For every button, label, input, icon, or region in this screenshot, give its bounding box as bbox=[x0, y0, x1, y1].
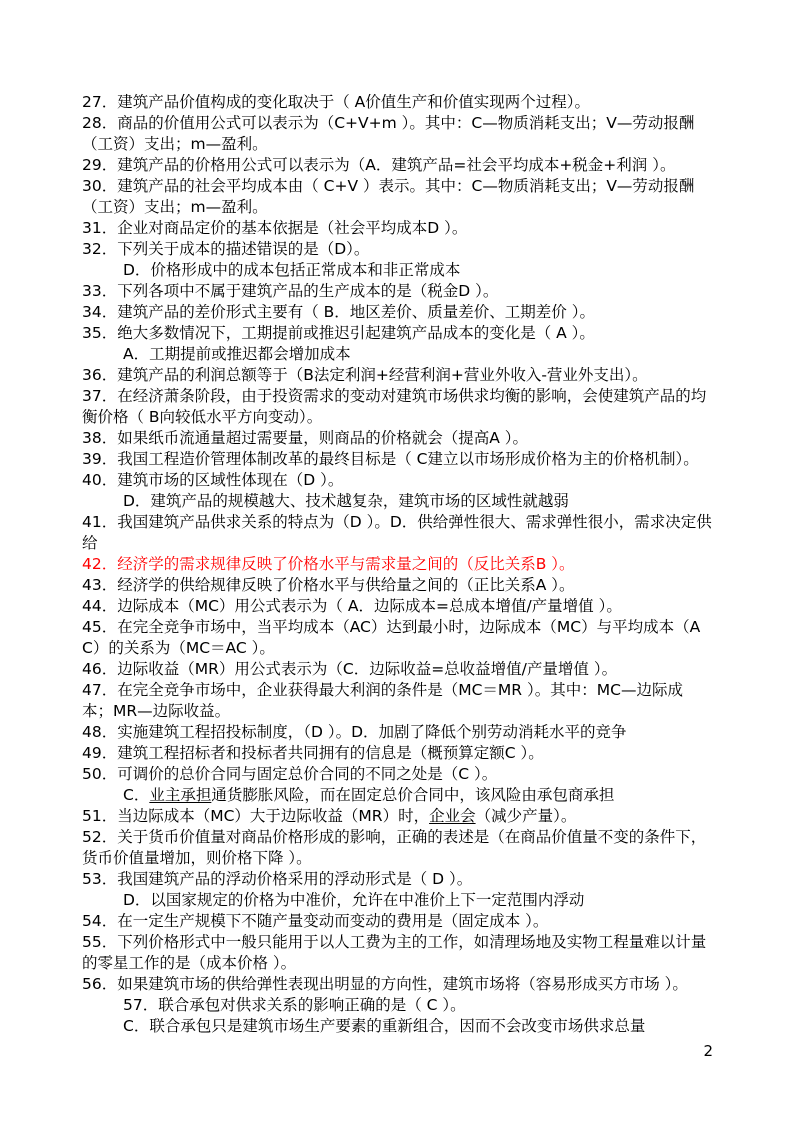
paragraph bbox=[82, 239, 713, 260]
paragraph bbox=[82, 512, 713, 554]
text-run: 27．建筑产品价值构成的变化取决于（ A价值生产和价值实现两个过程）。 bbox=[82, 93, 591, 111]
text-run: 53．我国建筑产品的浮动价格采用的浮动形式是（ D ）。 bbox=[82, 870, 473, 888]
paragraph bbox=[82, 1016, 713, 1037]
text-run: 46．边际收益（MR）用公式表示为（C．边际收益=总收益增值/产量增值 ）。 bbox=[82, 660, 618, 678]
text-run: 39．我国工程造价管理体制改革的最终目标是（ C建立以市场形成价格为主的价格机制）。 bbox=[82, 450, 699, 468]
paragraph bbox=[82, 869, 713, 890]
text-run: D．以国家规定的价格为中准价，允许在中准价上下一定范围内浮动 bbox=[123, 891, 585, 909]
paragraph bbox=[82, 554, 713, 575]
paragraph bbox=[82, 722, 713, 743]
paragraph bbox=[82, 680, 713, 722]
text-run: 55．下列价格形式中一般只能用于以人工费为主的工作，如清理场地及实物工程量难以计量的零星工作的是（成本价格 ）。 bbox=[82, 933, 707, 972]
text-run: 42．经济学的需求规律反映了价格水平与需求量之间的（反比关系B ）。 bbox=[82, 555, 575, 573]
paragraph bbox=[82, 785, 713, 806]
paragraph bbox=[82, 974, 713, 995]
text-run: 通货膨胀风险，而在固定总价合同中，该风险由承包商承担 bbox=[211, 786, 615, 804]
text-run: A．工期提前或推迟都会增加成本 bbox=[123, 345, 351, 363]
text-run: 33．下列各项中不属于建筑产品的生产成本的是（税金D ）。 bbox=[82, 282, 499, 300]
text-run: 43．经济学的供给规律反映了价格水平与供给量之间的（正比关系A ）。 bbox=[82, 576, 575, 594]
text-run: 30．建筑产品的社会平均成本由（ C+V ）表示。其中：C—物质消耗支出；V—劳动报酬（工资）支出；m—盈利。 bbox=[82, 177, 695, 216]
paragraph bbox=[82, 365, 713, 386]
paragraph bbox=[82, 659, 713, 680]
paragraph bbox=[82, 764, 713, 785]
text-run: 45．在完全竞争市场中，当平均成本（AC）达到最小时，边际成本（MC）与平均成本（AC）的关系为（MC＝AC ）。 bbox=[82, 618, 701, 657]
text-run: 31．企业对商品定价的基本依据是（社会平均成本D ）。 bbox=[82, 219, 468, 237]
page-number: 2 bbox=[703, 1042, 713, 1060]
text-run: 41．我国建筑产品供求关系的特点为（D ）。D．供给弹性很大、需求弹性很小，需求决定供给 bbox=[82, 513, 712, 552]
paragraph bbox=[82, 617, 713, 659]
paragraph bbox=[82, 575, 713, 596]
underlined-text-run: 企业会 bbox=[429, 807, 476, 825]
text-run: 37．在经济萧条阶段，由于投资需求的变动对建筑市场供求均衡的影响，会使建筑产品的均衡价格（ B向较低水平方向变动）。 bbox=[82, 387, 707, 426]
text-run: 44．边际成本（MC）用公式表示为（ A．边际成本=总成本增值/产量增值 ）。 bbox=[82, 597, 622, 615]
paragraph bbox=[82, 386, 713, 428]
text-run: 36．建筑产品的利润总额等于（B法定利润+经营利润+营业外收入-营业外支出）。 bbox=[82, 366, 648, 384]
paragraph bbox=[82, 155, 713, 176]
paragraph bbox=[82, 428, 713, 449]
underlined-text-run: 业主承担 bbox=[149, 786, 212, 804]
paragraph bbox=[82, 995, 713, 1016]
text-run: 57．联合承包对供求关系的影响正确的是（ C ）。 bbox=[123, 996, 466, 1014]
text-run: 34．建筑产品的差价形式主要有（ B．地区差价、质量差价、工期差价 ）。 bbox=[82, 303, 595, 321]
paragraph bbox=[82, 890, 713, 911]
text-run: 54．在一定生产规模下不随产量变动而变动的费用是（固定成本 ）。 bbox=[82, 912, 549, 930]
paragraph bbox=[82, 449, 713, 470]
paragraph bbox=[82, 113, 713, 155]
paragraph bbox=[82, 323, 713, 344]
text-run: 48．实施建筑工程招投标制度，（D ）。D．加剧了降低个别劳动消耗水平的竞争 bbox=[82, 723, 627, 741]
paragraph bbox=[82, 344, 713, 365]
text-run: 47．在完全竞争市场中，企业获得最大利润的条件是（MC＝MR ）。其中：MC—边际成本；MR—边际收益。 bbox=[82, 681, 683, 720]
paragraph bbox=[82, 260, 713, 281]
paragraph bbox=[82, 218, 713, 239]
page-footer bbox=[82, 1041, 713, 1061]
paragraph bbox=[82, 911, 713, 932]
text-run: 29．建筑产品的价格用公式可以表示为（A．建筑产品=社会平均成本+税金+利润 ）。 bbox=[82, 156, 676, 174]
paragraph bbox=[82, 827, 713, 869]
paragraph bbox=[82, 491, 713, 512]
text-run: 51．当边际成本（MC）大于边际收益（MR）时， bbox=[82, 807, 430, 825]
paragraph bbox=[82, 470, 713, 491]
text-run: C． bbox=[123, 786, 150, 804]
paragraph bbox=[82, 92, 713, 113]
text-run: D．价格形成中的成本包括正常成本和非正常成本 bbox=[123, 261, 461, 279]
paragraph bbox=[82, 302, 713, 323]
paragraph bbox=[82, 743, 713, 764]
text-run: 38．如果纸币流通量超过需要量，则商品的价格就会（提高A ）。 bbox=[82, 429, 529, 447]
text-run: 52．关于货币价值量对商品价格形成的影响，正确的表述是（在商品价值量不变的条件下，货币价值量增加，则价格下降 ）。 bbox=[82, 828, 707, 867]
paragraph bbox=[82, 806, 713, 827]
text-run: 50．可调价的总价合同与固定总价合同的不同之处是（C ）。 bbox=[82, 765, 498, 783]
paragraph bbox=[82, 281, 713, 302]
text-run: 32．下列关于成本的描述错误的是（D）。 bbox=[82, 240, 370, 258]
text-run: D．建筑产品的规模越大、技术越复杂，建筑市场的区域性就越弱 bbox=[123, 492, 569, 510]
text-run: （减少产量）。 bbox=[475, 807, 577, 825]
paragraph bbox=[82, 176, 713, 218]
paragraph bbox=[82, 932, 713, 974]
text-run: 35．绝大多数情况下，工期提前或推迟引起建筑产品成本的变化是（ A ）。 bbox=[82, 324, 595, 342]
document-body bbox=[82, 92, 713, 1037]
text-run: 40．建筑市场的区域性体现在（D ）。 bbox=[82, 471, 344, 489]
text-run: 28．商品的价值用公式可以表示为（C+V+m ）。其中：C—物质消耗支出；V—劳动报酬（工资）支出；m—盈利。 bbox=[82, 114, 695, 153]
text-run: 49．建筑工程招标者和投标者共同拥有的信息是（概预算定额C ）。 bbox=[82, 744, 544, 762]
text-run: C．联合承包只是建筑市场生产要素的重新组合，因而不会改变市场供求总量 bbox=[123, 1017, 646, 1035]
text-run: 56．如果建筑市场的供给弹性表现出明显的方向性，建筑市场将（容易形成买方市场 ）。 bbox=[82, 975, 688, 993]
paragraph bbox=[82, 596, 713, 617]
